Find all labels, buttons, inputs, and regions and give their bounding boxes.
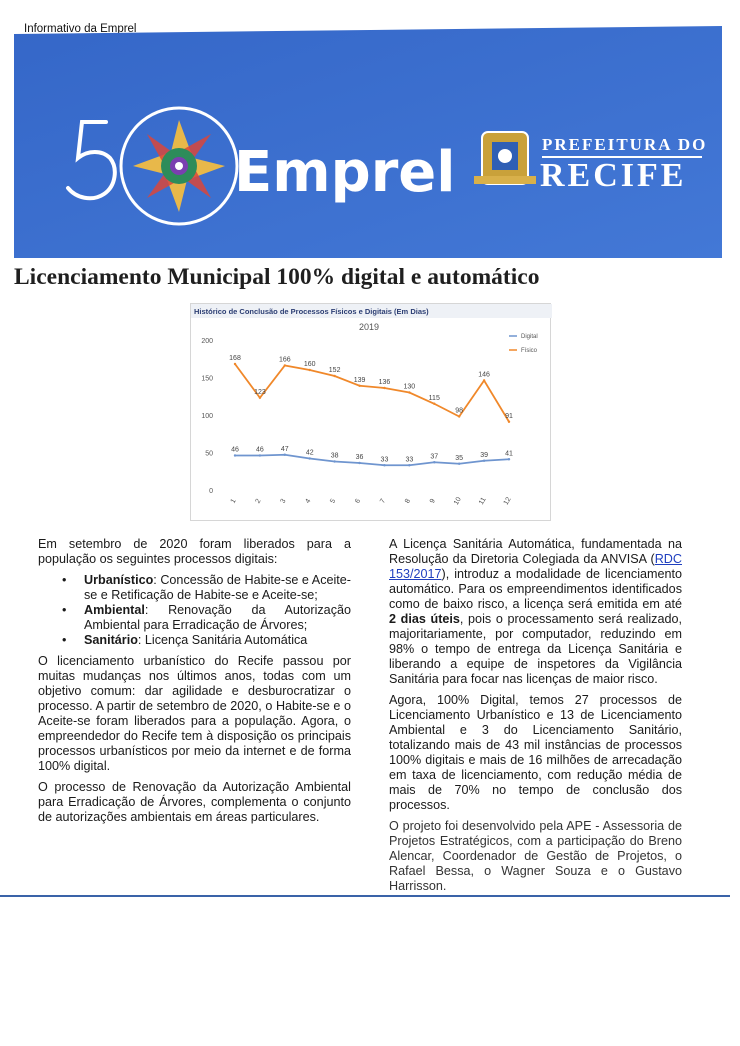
credits-paragraph: O projeto foi desenvolvido pela APE - Assessoria de Projetos Estratégicos, com a participação do Breno Alencar, Coordenador de Gestão de Projetos, o Rafael Bessa, o Wagner Souza e o Gustavo Harrisson. [389, 819, 682, 893]
bullet-icon: • [62, 603, 67, 617]
data-label: 160 [303, 361, 316, 368]
data-label: 42 [305, 449, 314, 457]
data-point [234, 454, 236, 456]
data-point [309, 457, 311, 459]
rdc-link[interactable]: RDC 153/2017 [389, 552, 682, 581]
y-tick-label: 150 [201, 375, 213, 383]
bullet-icon: • [62, 633, 67, 647]
x-tick-label: 12 [502, 496, 513, 507]
recife-title: RECIFE [540, 157, 687, 194]
x-tick-label: 11 [477, 496, 488, 507]
data-point [284, 364, 286, 366]
data-label: 139 [353, 376, 366, 384]
data-point [259, 454, 261, 456]
data-label: 39 [480, 451, 488, 459]
data-label: 46 [231, 446, 239, 454]
list-item [38, 573, 351, 603]
data-point [284, 454, 286, 456]
paragraph-text: , pois o processamento será realizado, majoritariamente, por computador, reduzindo em 98% o tempo de entrega da Licença Sanitária e liberando a equipe de inspetores da Vigilância Sanitária para focar nas licenças de maior risco. [389, 612, 682, 686]
data-point [508, 421, 510, 423]
data-point [234, 363, 236, 365]
data-label: 33 [380, 456, 389, 464]
data-label: 33 [405, 456, 414, 464]
data-label: 47 [280, 445, 289, 453]
x-tick-label: 4 [304, 497, 313, 505]
data-label: 91 [505, 412, 513, 420]
paragraph-text: ), introduz a modalidade de licenciamento automático. Para os empreendimentos identificados como de baixo risco, a licença será emitida em até [389, 567, 682, 611]
list-item [38, 633, 351, 648]
data-label: 35 [455, 454, 464, 462]
data-point [433, 461, 435, 463]
data-label: 146 [478, 371, 490, 379]
data-point [309, 369, 311, 371]
list-item-text: : Renovação da Autorização Ambiental para Erradicação de Árvores; [84, 603, 351, 632]
chart-svg [191, 304, 552, 522]
intro-paragraph: Em setembro de 2020 foram liberados para a população os seguintes processos digitais: [38, 537, 351, 566]
x-tick-label: 5 [329, 497, 338, 505]
list-item-text: : Concessão de Habite-se e Aceite-se e Retificação de Habite-se e Aceite-se; [84, 573, 351, 602]
prefeitura-title: PREFEITURA DO [542, 135, 708, 154]
legend-label: Digital [521, 334, 538, 340]
data-point [433, 403, 435, 405]
bullet-icon: • [62, 573, 67, 587]
x-tick-label: 7 [379, 497, 388, 505]
data-point [358, 462, 360, 464]
x-tick-label: 9 [428, 497, 437, 505]
data-label: 115 [428, 394, 440, 402]
x-tick-label: 3 [279, 497, 288, 505]
data-point [458, 415, 460, 417]
x-tick-label: 8 [404, 497, 413, 505]
list-item-term: Urbanístico [84, 573, 154, 587]
x-tick-label: 6 [354, 497, 363, 505]
data-point [408, 464, 410, 466]
prefeitura-crest-icon [474, 132, 536, 184]
data-point [483, 379, 485, 381]
x-tick-label: 2 [254, 497, 263, 505]
data-point [483, 460, 485, 462]
list-item-term: Sanitário [84, 633, 138, 647]
right-column [389, 537, 682, 900]
x-tick-label: 10 [452, 496, 463, 507]
data-point [458, 463, 460, 465]
environmental-paragraph: O processo de Renovação da Autorização Ambiental para Erradicação de Árvores, complementa o conjunto de autorizações ambientais em áreas particulares. [38, 780, 351, 824]
list-item-text: : Licença Sanitária Automática [137, 633, 308, 647]
chart-title: Histórico de Conclusão de Processos Físicos e Digitais (Em Dias) [194, 307, 429, 316]
digital-process-list [38, 573, 351, 648]
x-tick-label: 1 [229, 497, 238, 505]
data-label: 168 [229, 355, 241, 362]
urban-licensing-paragraph: O licenciamento urbanístico do Recife passou por muitas mudanças nos últimos anos, todas com um objetivo comum: dar agilidade e desburocratizar o processo. A partir de setembro de 2020, o Habite-se e o Aceite-se foram liberados para a população. Agora, o empreendedor do Recife tem à disposição os principais processos urbanísticos por meio da internet e de forma 100% digital. [38, 654, 351, 773]
list-item-term: Ambiental [84, 603, 145, 617]
y-tick-label: 200 [201, 338, 213, 345]
data-label: 123 [254, 388, 266, 396]
deadline-highlight: 2 dias úteis [389, 612, 460, 626]
data-label: 130 [403, 383, 416, 391]
data-label: 41 [505, 450, 513, 458]
data-point [408, 391, 410, 393]
series-line-1 [235, 364, 509, 422]
data-label: 36 [355, 454, 364, 461]
y-tick-label: 50 [205, 450, 213, 458]
data-point [259, 397, 261, 399]
y-tick-label: 100 [201, 413, 213, 420]
data-point [358, 385, 360, 387]
data-label: 136 [378, 379, 391, 386]
chart-subtitle: 2019 [358, 322, 380, 332]
totals-paragraph: Agora, 100% Digital, temos 27 processos de Licenciamento Urbanístico e 13 de Licenciamento Ambiental e 3 do Licenciamento Sanitário, totalizando mais de 43 mil instâncias de processos 100% digitais e mais de 16 milhões de arrecadação em taxa de licenciamento, com redução média de mais de 70% no tempo de conclusão dos processos. [389, 693, 682, 812]
data-point [508, 458, 510, 460]
footer-divider [0, 895, 730, 897]
data-label: 37 [430, 453, 439, 461]
legend-label: Físico [521, 348, 538, 354]
left-column [38, 537, 351, 831]
article-headline: Licenciamento Municipal 100% digital e automático [14, 264, 540, 290]
sanitary-license-paragraph [389, 537, 682, 687]
data-point [333, 460, 335, 462]
data-point [383, 387, 385, 389]
process-history-chart [190, 303, 551, 521]
data-label: 38 [330, 452, 339, 460]
y-tick-label: 0 [209, 488, 213, 495]
data-label: 98 [455, 407, 464, 415]
paragraph-text: A Licença Sanitária Automática, fundamentada na Resolução da Diretoria Colegiada da ANVISA ( [389, 537, 682, 566]
data-point [333, 375, 335, 377]
list-item [38, 603, 351, 633]
data-label: 166 [278, 356, 291, 364]
emprel-wordmark: Emprel [234, 140, 456, 205]
header-banner [14, 26, 722, 258]
data-label: 152 [328, 367, 341, 374]
data-label: 46 [256, 446, 264, 454]
newsletter-name: Informativo da Emprel [24, 23, 137, 35]
data-point [383, 464, 385, 466]
